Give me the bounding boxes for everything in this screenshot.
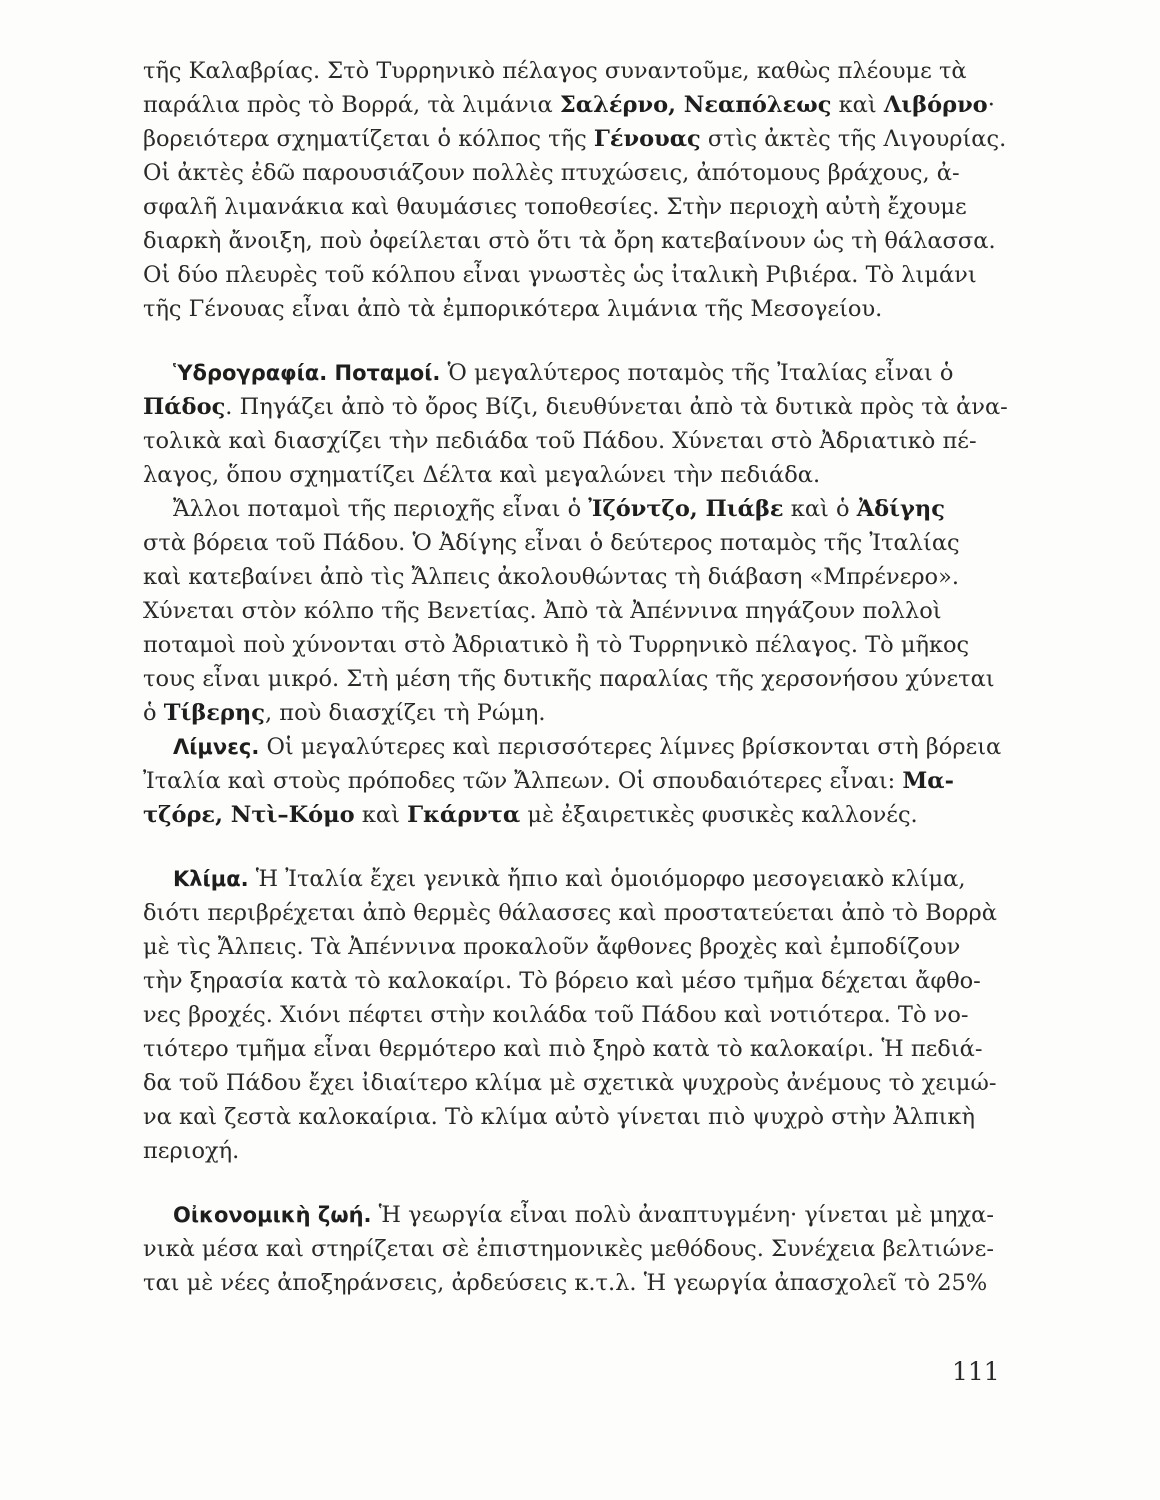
text-run: ὁ: [143, 700, 164, 726]
text-line: [143, 594, 1003, 628]
text-line: [143, 1266, 1003, 1300]
bold-term: Γένουας: [593, 126, 701, 152]
text-line: [143, 1032, 1003, 1066]
section-heading: Λίμνες.: [173, 735, 260, 759]
text-run: να καὶ ζεστὰ καλοκαίρια. Τὸ κλίμα αὐτὸ γίνεται πιὸ ψυχρὸ στὴν Ἀλπικὴ: [143, 1104, 975, 1130]
text-run: μὲ ἐξαιρετικὲς φυσικὲς καλλονές.: [520, 802, 918, 828]
text-line: [143, 628, 1003, 662]
text-line: [143, 492, 1003, 526]
text-run: Ἄλλοι ποταμοὶ τῆς περιοχῆς εἶναι ὁ: [173, 496, 589, 522]
text-run: διαρκὴ ἄνοιξη, ποὺ ὀφείλεται στὸ ὅτι τὰ ὄρη κατεβαίνουν ὡς τὴ θάλασσα.: [143, 228, 996, 254]
text-run: νικὰ μέσα καὶ στηρίζεται σὲ ἐπιστημονικὲς μεθόδους. Συνέχεια βελτιώνε-: [143, 1236, 994, 1262]
text-run: νες βροχές. Χιόνι πέφτει στὴν κοιλάδα τοῦ Πάδου καὶ νοτιότερα. Τὸ νο-: [143, 1002, 969, 1028]
section-heading: Οἰκονομικὴ ζωή.: [173, 1203, 372, 1227]
text-line: [143, 390, 1008, 424]
text-line: [143, 1134, 1003, 1168]
text-run: Ἰταλία καὶ στοὺς πρόποδες τῶν Ἄλπεων. Οἱ σπουδαιότερες εἶναι:: [143, 768, 903, 794]
text-run: τολικὰ καὶ διασχίζει τὴν πεδιάδα τοῦ Πάδου. Χύνεται στὸ Ἀδριατικὸ πέ-: [143, 428, 977, 454]
text-line: [143, 1100, 1003, 1134]
text-run: βορειότερα σχηματίζεται ὁ κόλπος τῆς: [143, 126, 594, 152]
text-run: Οἱ δύο πλευρὲς τοῦ κόλπου εἶναι γνωστὲς ὡς ἰταλικὴ Ριβιέρα. Τὸ λιμάνι: [143, 262, 977, 288]
text-run: δα τοῦ Πάδου ἔχει ἰδιαίτερο κλίμα μὲ σχετικὰ ψυχροὺς ἀνέμους τὸ χειμώ-: [143, 1070, 997, 1096]
text-run: στὰ βόρεια τοῦ Πάδου. Ὁ Ἀδίγης εἶναι ὁ δεύτερος ποταμὸς τῆς Ἰταλίας: [143, 530, 960, 556]
text-run: περιοχή.: [143, 1138, 240, 1164]
text-line: [143, 896, 1003, 930]
text-line: [143, 258, 1003, 292]
text-run: τιότερο τμῆμα εἶναι θερμότερο καὶ πιὸ ξηρὸ κατὰ τὸ καλοκαίρι. Ἡ πεδιά-: [143, 1036, 983, 1062]
text-run: Ἡ Ἰταλία ἔχει γενικὰ ἤπιο καὶ ὁμοιόμορφο μεσογειακὸ κλίμα,: [248, 866, 966, 892]
bold-term: Τίβερης: [163, 700, 265, 726]
text-run: τὴν ξηρασία κατὰ τὸ καλοκαίρι. Τὸ βόρειο καὶ μέσο τμῆμα δέχεται ἄφθο-: [143, 968, 981, 994]
text-run: . Πηγάζει ἀπὸ τὸ ὄρος Βίζι, διευθύνεται ἀπὸ τὰ δυτικὰ πρὸς τὰ ἀνα-: [225, 394, 1008, 420]
text-run: λαγος, ὅπου σχηματίζει Δέλτα καὶ μεγαλώνει τὴν πεδιάδα.: [143, 462, 821, 488]
page-number: 111: [952, 1357, 1000, 1386]
text-line: [143, 356, 1003, 390]
text-run: καὶ κατεβαίνει ἀπὸ τὶς Ἄλπεις ἀκολουθώντας τὴ διάβαση «Μπρένερο».: [143, 564, 960, 590]
text-line: [143, 730, 1003, 764]
text-line: [143, 930, 1003, 964]
text-line: [143, 798, 1003, 832]
bold-term: Γκάρντα: [407, 802, 521, 828]
text-run: καὶ: [831, 92, 884, 118]
text-run: διότι περιβρέχεται ἀπὸ θερμὲς θάλασσες καὶ προστατεύεται ἀπὸ τὸ Βορρὰ: [143, 900, 997, 926]
text-line: [143, 764, 1003, 798]
text-line: [143, 862, 1003, 896]
text-line: [143, 54, 1003, 88]
text-run: καὶ: [354, 802, 408, 828]
text-run: ·: [987, 92, 995, 118]
text-run: Ὁ μεγαλύτερος ποταμὸς τῆς Ἰταλίας εἶναι ὁ: [440, 360, 954, 386]
text-line: [143, 190, 1003, 224]
text-run: τῆς Γένουας εἶναι ἀπὸ τὰ ἐμπορικότερα λιμάνια τῆς Μεσογείου.: [143, 296, 883, 322]
text-run: καὶ ὁ: [783, 496, 857, 522]
section-heading: Κλίμα.: [173, 867, 249, 891]
text-line: [143, 122, 1007, 156]
bold-term: Λιβόρνο: [883, 92, 988, 118]
text-line: [143, 526, 1003, 560]
text-run: Χύνεται στὸν κόλπο τῆς Βενετίας. Ἀπὸ τὰ Ἀπέννινα πηγάζουν πολλοὶ: [143, 598, 942, 624]
text-line: [143, 292, 1003, 326]
text-line: [143, 964, 1003, 998]
text-run: Οἱ μεγαλύτερες καὶ περισσότερες λίμνες βρίσκονται στὴ βόρεια: [259, 734, 1002, 760]
text-run: τῆς Καλαβρίας. Στὸ Τυρρηνικὸ πέλαγος συναντοῦμε, καθὼς πλέουμε τὰ: [143, 58, 967, 84]
text-line: [143, 1198, 1003, 1232]
section-heading: Ὑδρογραφία. Ποταμοί.: [173, 361, 441, 385]
text-line: [143, 998, 1003, 1032]
text-line: [143, 424, 1003, 458]
bold-term: Ἰζόντζο, Πιάβε: [588, 496, 784, 522]
text-run: ται μὲ νέες ἀποξηράνσεις, ἀρδεύσεις κ.τ.λ. Ἡ γεωργία ἀπασχολεῖ τὸ 25%: [143, 1270, 988, 1296]
text-line: [143, 88, 1003, 122]
text-run: Οἱ ἀκτὲς ἐδῶ παρουσιάζουν πολλὲς πτυχώσεις, ἀπότομους βράχους, ἀ-: [143, 160, 960, 186]
text-run: ποταμοὶ ποὺ χύνονται στὸ Ἀδριατικὸ ἢ τὸ Τυρρηνικὸ πέλαγος. Τὸ μῆκος: [143, 632, 970, 658]
text-line: [143, 224, 1003, 258]
text-line: [143, 1066, 1003, 1100]
text-run: παράλια πρὸς τὸ Βορρά, τὰ λιμάνια: [143, 92, 560, 118]
text-line: [143, 662, 1003, 696]
body-text: [143, 54, 1008, 1300]
bold-term: Ἀδίγης: [856, 496, 945, 522]
text-run: τους εἶναι μικρό. Στὴ μέση τῆς δυτικῆς παραλίας τῆς χερσονήσου χύνεται: [143, 666, 995, 692]
text-line: [143, 560, 1003, 594]
text-run: , ποὺ διασχίζει τὴ Ρώμη.: [264, 700, 546, 726]
bold-term: Σαλέρνο, Νεαπόλεως: [559, 92, 832, 118]
bold-term: Μα-: [902, 768, 954, 794]
text-run: Ἡ γεωργία εἶναι πολὺ ἀναπτυγμένη· γίνεται μὲ μηχα-: [371, 1202, 994, 1228]
text-line: [143, 156, 1003, 190]
text-line: [143, 696, 1003, 730]
text-run: στὶς ἀκτὲς τῆς Λιγουρίας.: [700, 126, 1007, 152]
text-run: σφαλῆ λιμανάκια καὶ θαυμάσιες τοποθεσίες. Στὴν περιοχὴ αὐτὴ ἔχουμε: [143, 194, 967, 220]
text-line: [143, 458, 1003, 492]
bold-term: Πάδος: [143, 394, 226, 420]
text-run: μὲ τὶς Ἄλπεις. Τὰ Ἀπέννινα προκαλοῦν ἄφθονες βροχὲς καὶ ἐμποδίζουν: [143, 934, 961, 960]
text-line: [143, 1232, 1003, 1266]
bold-term: τζόρε, Ντὶ–Κόμο: [143, 802, 355, 828]
